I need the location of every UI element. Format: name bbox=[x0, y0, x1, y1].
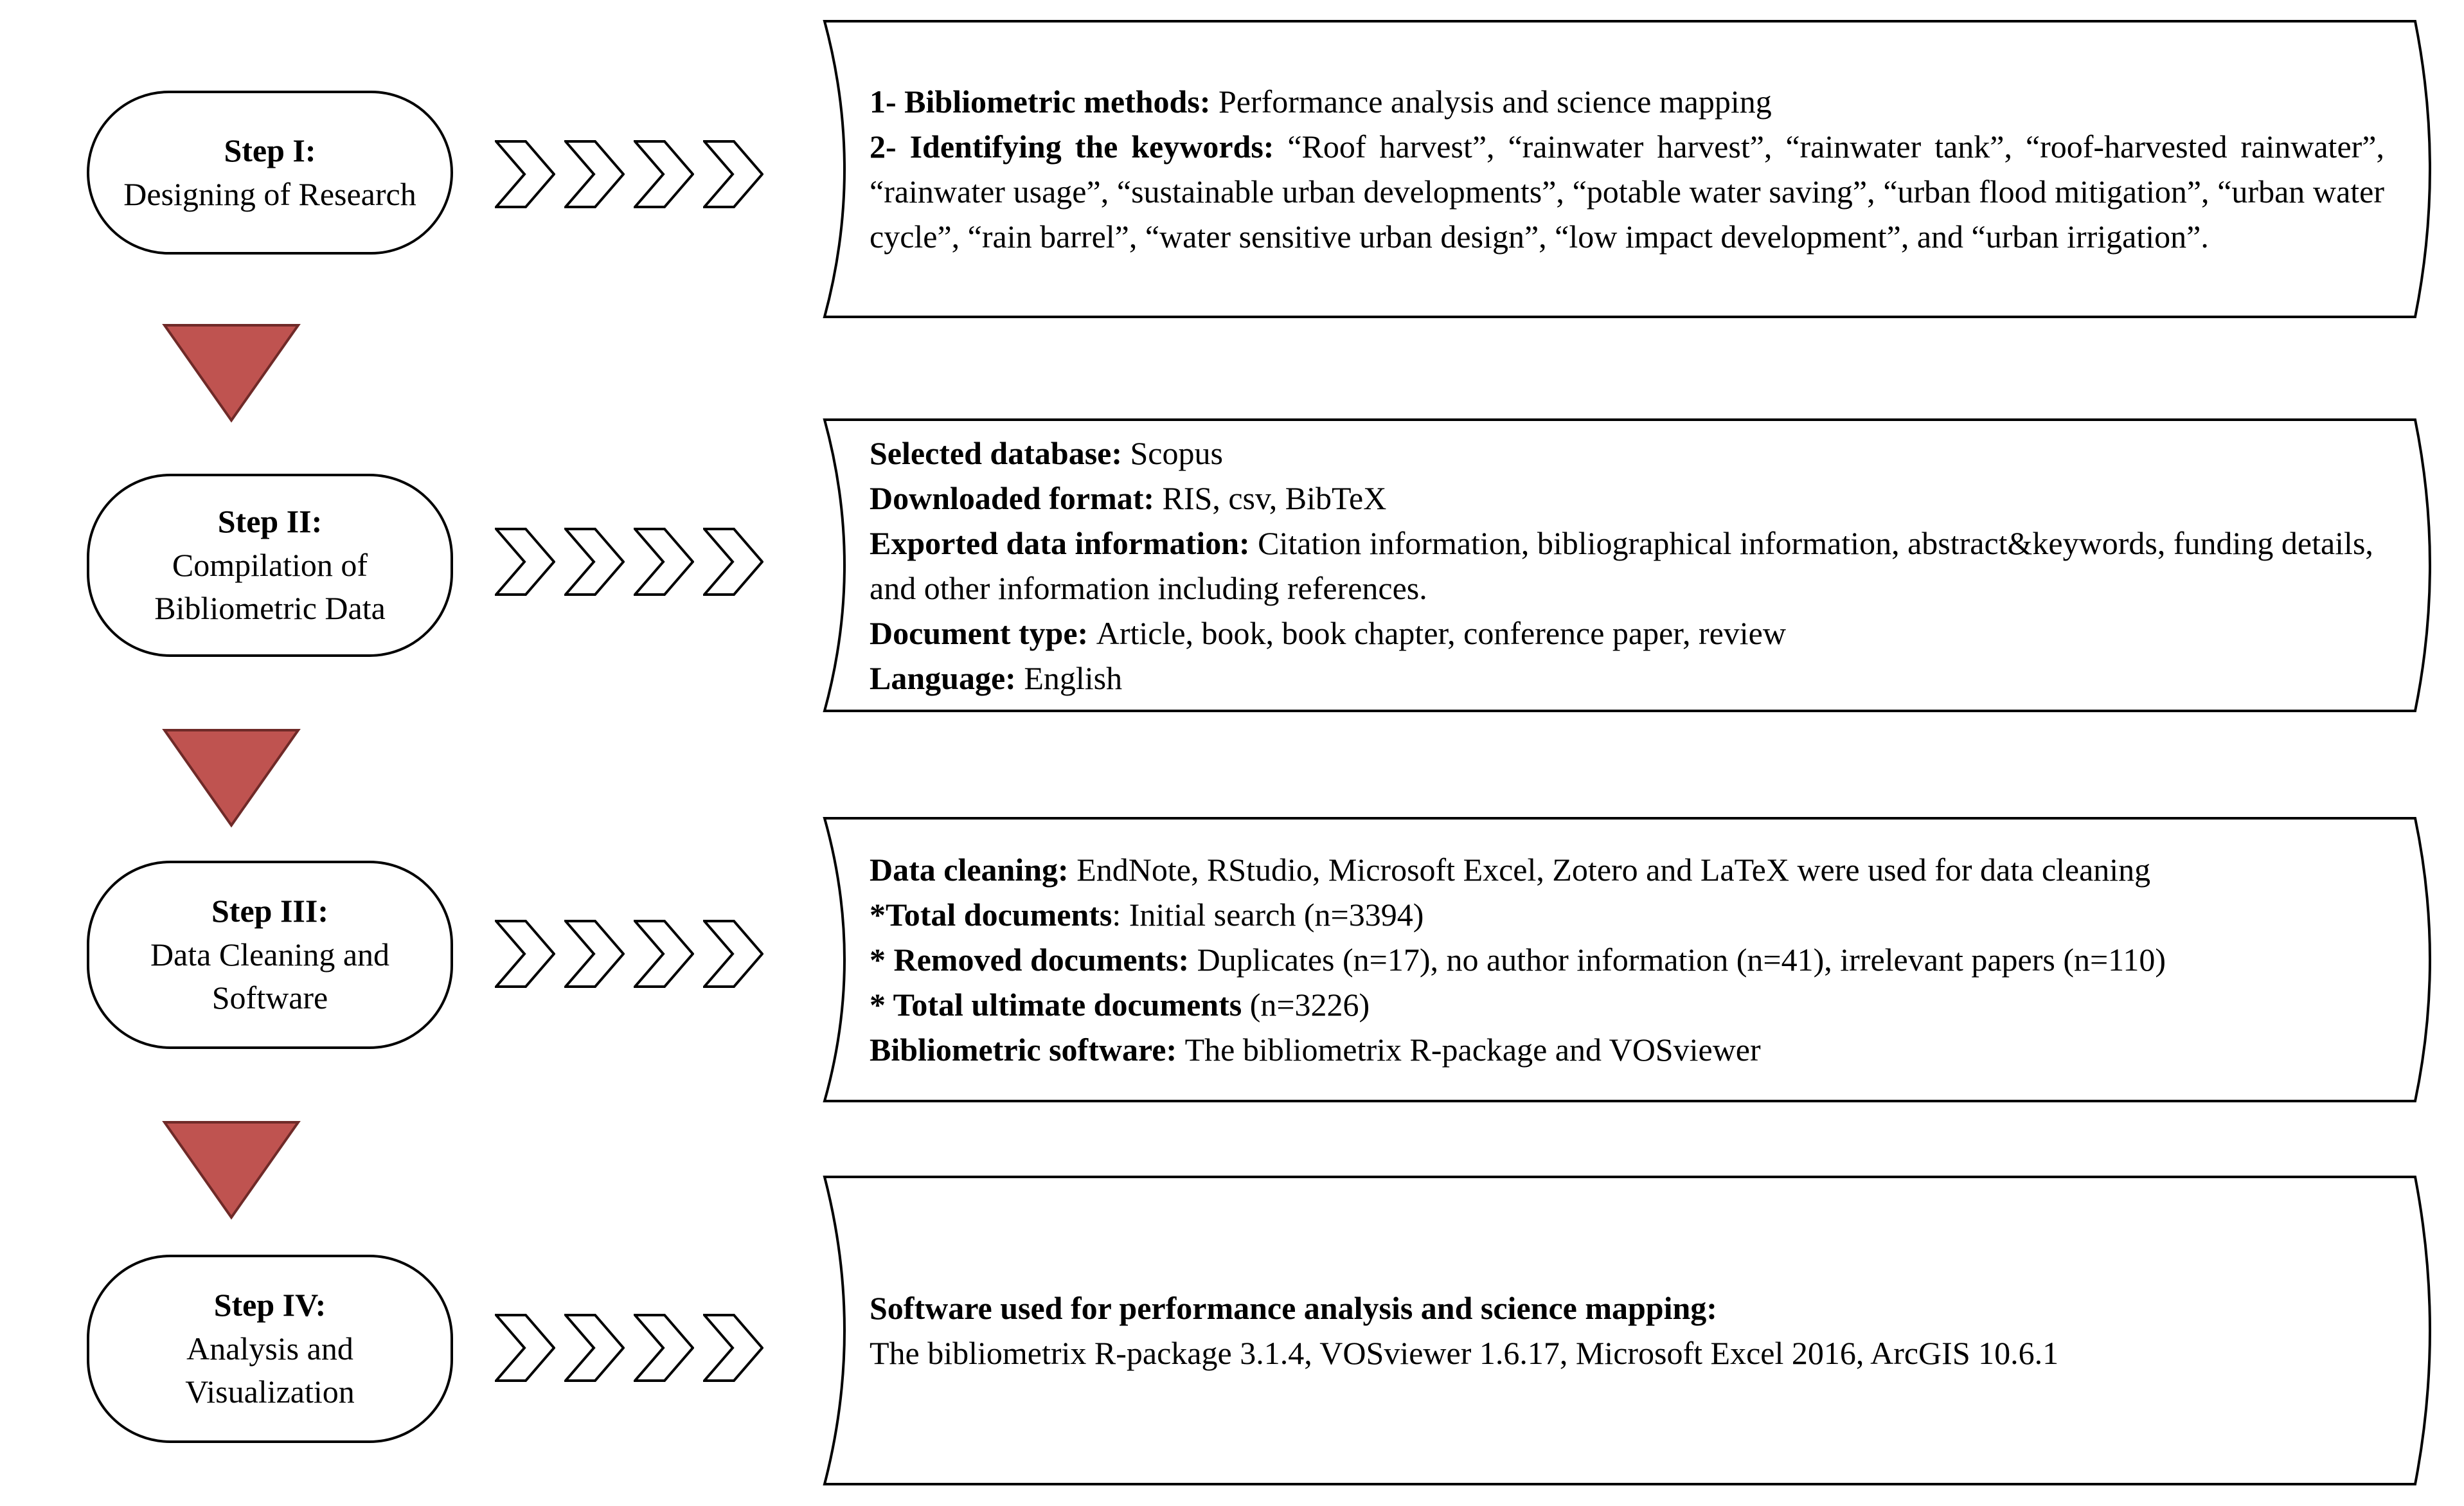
step-4-title: Step IV: bbox=[213, 1287, 326, 1323]
panel-step-2-details bbox=[813, 418, 2449, 713]
value-text: The bibliometrix R-package and VOSviewer bbox=[1184, 1032, 1761, 1068]
panel-paragraph bbox=[870, 521, 2384, 611]
label-text: Selected database: bbox=[870, 435, 1130, 471]
step-3-title: Step III: bbox=[211, 893, 328, 929]
panel-paragraph bbox=[870, 476, 2384, 521]
chevron-right-icon bbox=[703, 920, 763, 988]
panel-3-text bbox=[813, 816, 2449, 1103]
label-text: * Removed documents: bbox=[870, 942, 1197, 978]
chevron-arrows-row-3 bbox=[495, 920, 763, 988]
label-text: Software used for performance analysis and science mapping: bbox=[870, 1290, 1717, 1326]
step-4-box bbox=[87, 1255, 453, 1443]
panel-step-1-details bbox=[813, 19, 2449, 319]
chevron-right-icon bbox=[703, 528, 763, 596]
panel-1-text bbox=[813, 19, 2449, 319]
panel-4-text bbox=[813, 1175, 2449, 1486]
label-text: *Total documents bbox=[870, 897, 1112, 933]
chevron-right-icon bbox=[564, 140, 625, 208]
chevron-right-icon bbox=[564, 1314, 625, 1382]
chevron-right-icon bbox=[495, 920, 555, 988]
label-text: 1- Bibliometric methods: bbox=[870, 84, 1219, 120]
panel-paragraph bbox=[870, 937, 2384, 982]
step-3-subtitle: Data Cleaning and Software bbox=[150, 936, 390, 1016]
chevron-right-icon bbox=[634, 1314, 694, 1382]
panel-paragraph bbox=[870, 1331, 2384, 1376]
step-3-box bbox=[87, 861, 453, 1049]
label-text: Bibliometric software: bbox=[870, 1032, 1185, 1068]
chevron-right-icon bbox=[634, 140, 694, 208]
chevron-right-icon bbox=[564, 528, 625, 596]
value-text: The bibliometrix R-package 3.1.4, VOSviewer 1.6.17, Microsoft Excel 2016, ArcGIS 10.6.1 bbox=[870, 1335, 2059, 1371]
down-triangle-icon-1 bbox=[161, 321, 302, 424]
chevron-right-icon bbox=[564, 920, 625, 988]
chevron-right-icon bbox=[495, 140, 555, 208]
chevron-right-icon bbox=[495, 528, 555, 596]
panel-paragraph bbox=[870, 1027, 2384, 1072]
panel-paragraph bbox=[870, 847, 2384, 892]
chevron-right-icon bbox=[703, 1314, 763, 1382]
panel-step-4-details bbox=[813, 1175, 2449, 1486]
chevron-arrows-row-4 bbox=[495, 1314, 763, 1382]
step-1-title: Step I: bbox=[224, 132, 316, 168]
panel-paragraph bbox=[870, 431, 2384, 476]
step-1-box bbox=[87, 91, 453, 255]
step-2-title: Step II: bbox=[217, 503, 323, 540]
panel-paragraph bbox=[870, 892, 2384, 937]
step-4-subtitle: Analysis and Visualization bbox=[185, 1330, 355, 1410]
value-text: Citation information, bibliographical information, abstract&keywords, funding details, and other information including references. bbox=[870, 524, 2373, 606]
step-2-box bbox=[87, 474, 453, 657]
panel-paragraph bbox=[870, 982, 2384, 1027]
value-text: : Initial search (n=3394) bbox=[1112, 897, 1424, 933]
chevron-right-icon bbox=[634, 528, 694, 596]
panel-paragraph bbox=[870, 611, 2384, 656]
label-text: 2- Identifying the keywords: bbox=[870, 129, 1288, 165]
panel-step-3-details bbox=[813, 816, 2449, 1103]
label-text: Downloaded format: bbox=[870, 480, 1163, 516]
label-text: Language: bbox=[870, 659, 1024, 696]
panel-paragraph bbox=[870, 124, 2384, 259]
value-text: RIS, csv, BibTeX bbox=[1162, 480, 1387, 516]
value-text: Duplicates (n=17), no author information (n=41), irrelevant papers (n=110) bbox=[1197, 942, 2166, 978]
value-text: Scopus bbox=[1130, 435, 1223, 471]
chevron-arrows-row-1 bbox=[495, 140, 763, 208]
label-text: Data cleaning: bbox=[870, 852, 1077, 888]
step-2-subtitle: Compilation of Bibliometric Data bbox=[154, 546, 386, 627]
panel-paragraph bbox=[870, 656, 2384, 701]
chevron-arrows-row-2 bbox=[495, 528, 763, 596]
label-text: * Total ultimate documents bbox=[870, 987, 1250, 1023]
step-1-subtitle: Designing of Research bbox=[123, 175, 416, 212]
value-text: (n=3226) bbox=[1249, 987, 1370, 1023]
down-triangle-icon-3 bbox=[161, 1118, 302, 1221]
label-text: Exported data information: bbox=[870, 524, 1258, 561]
chevron-right-icon bbox=[495, 1314, 555, 1382]
value-text: Article, book, book chapter, conference paper, review bbox=[1096, 614, 1786, 651]
label-text: Document type: bbox=[870, 614, 1096, 651]
value-text: Performance analysis and science mapping bbox=[1218, 84, 1772, 120]
value-text: EndNote, RStudio, Microsoft Excel, Zotero and LaTeX were used for data cleaning bbox=[1076, 852, 2151, 888]
down-triangle-icon-2 bbox=[161, 726, 302, 829]
value-text: English bbox=[1024, 659, 1123, 696]
panel-2-text bbox=[813, 418, 2449, 713]
chevron-right-icon bbox=[703, 140, 763, 208]
panel-paragraph bbox=[870, 79, 2384, 124]
value-text: “Roof harvest”, “rainwater harvest”, “rainwater tank”, “roof-harvested rainwater”, “rainwater usage”, “sustainable urban developments”, “potable water saving”, “urban flood mitigation”, “urban water cycle”, “rain barrel”, “water sensitive urban design”, “low impact development”, and “urban irrigation”. bbox=[870, 129, 2384, 255]
panel-paragraph bbox=[870, 1286, 2384, 1331]
chevron-right-icon bbox=[634, 920, 694, 988]
